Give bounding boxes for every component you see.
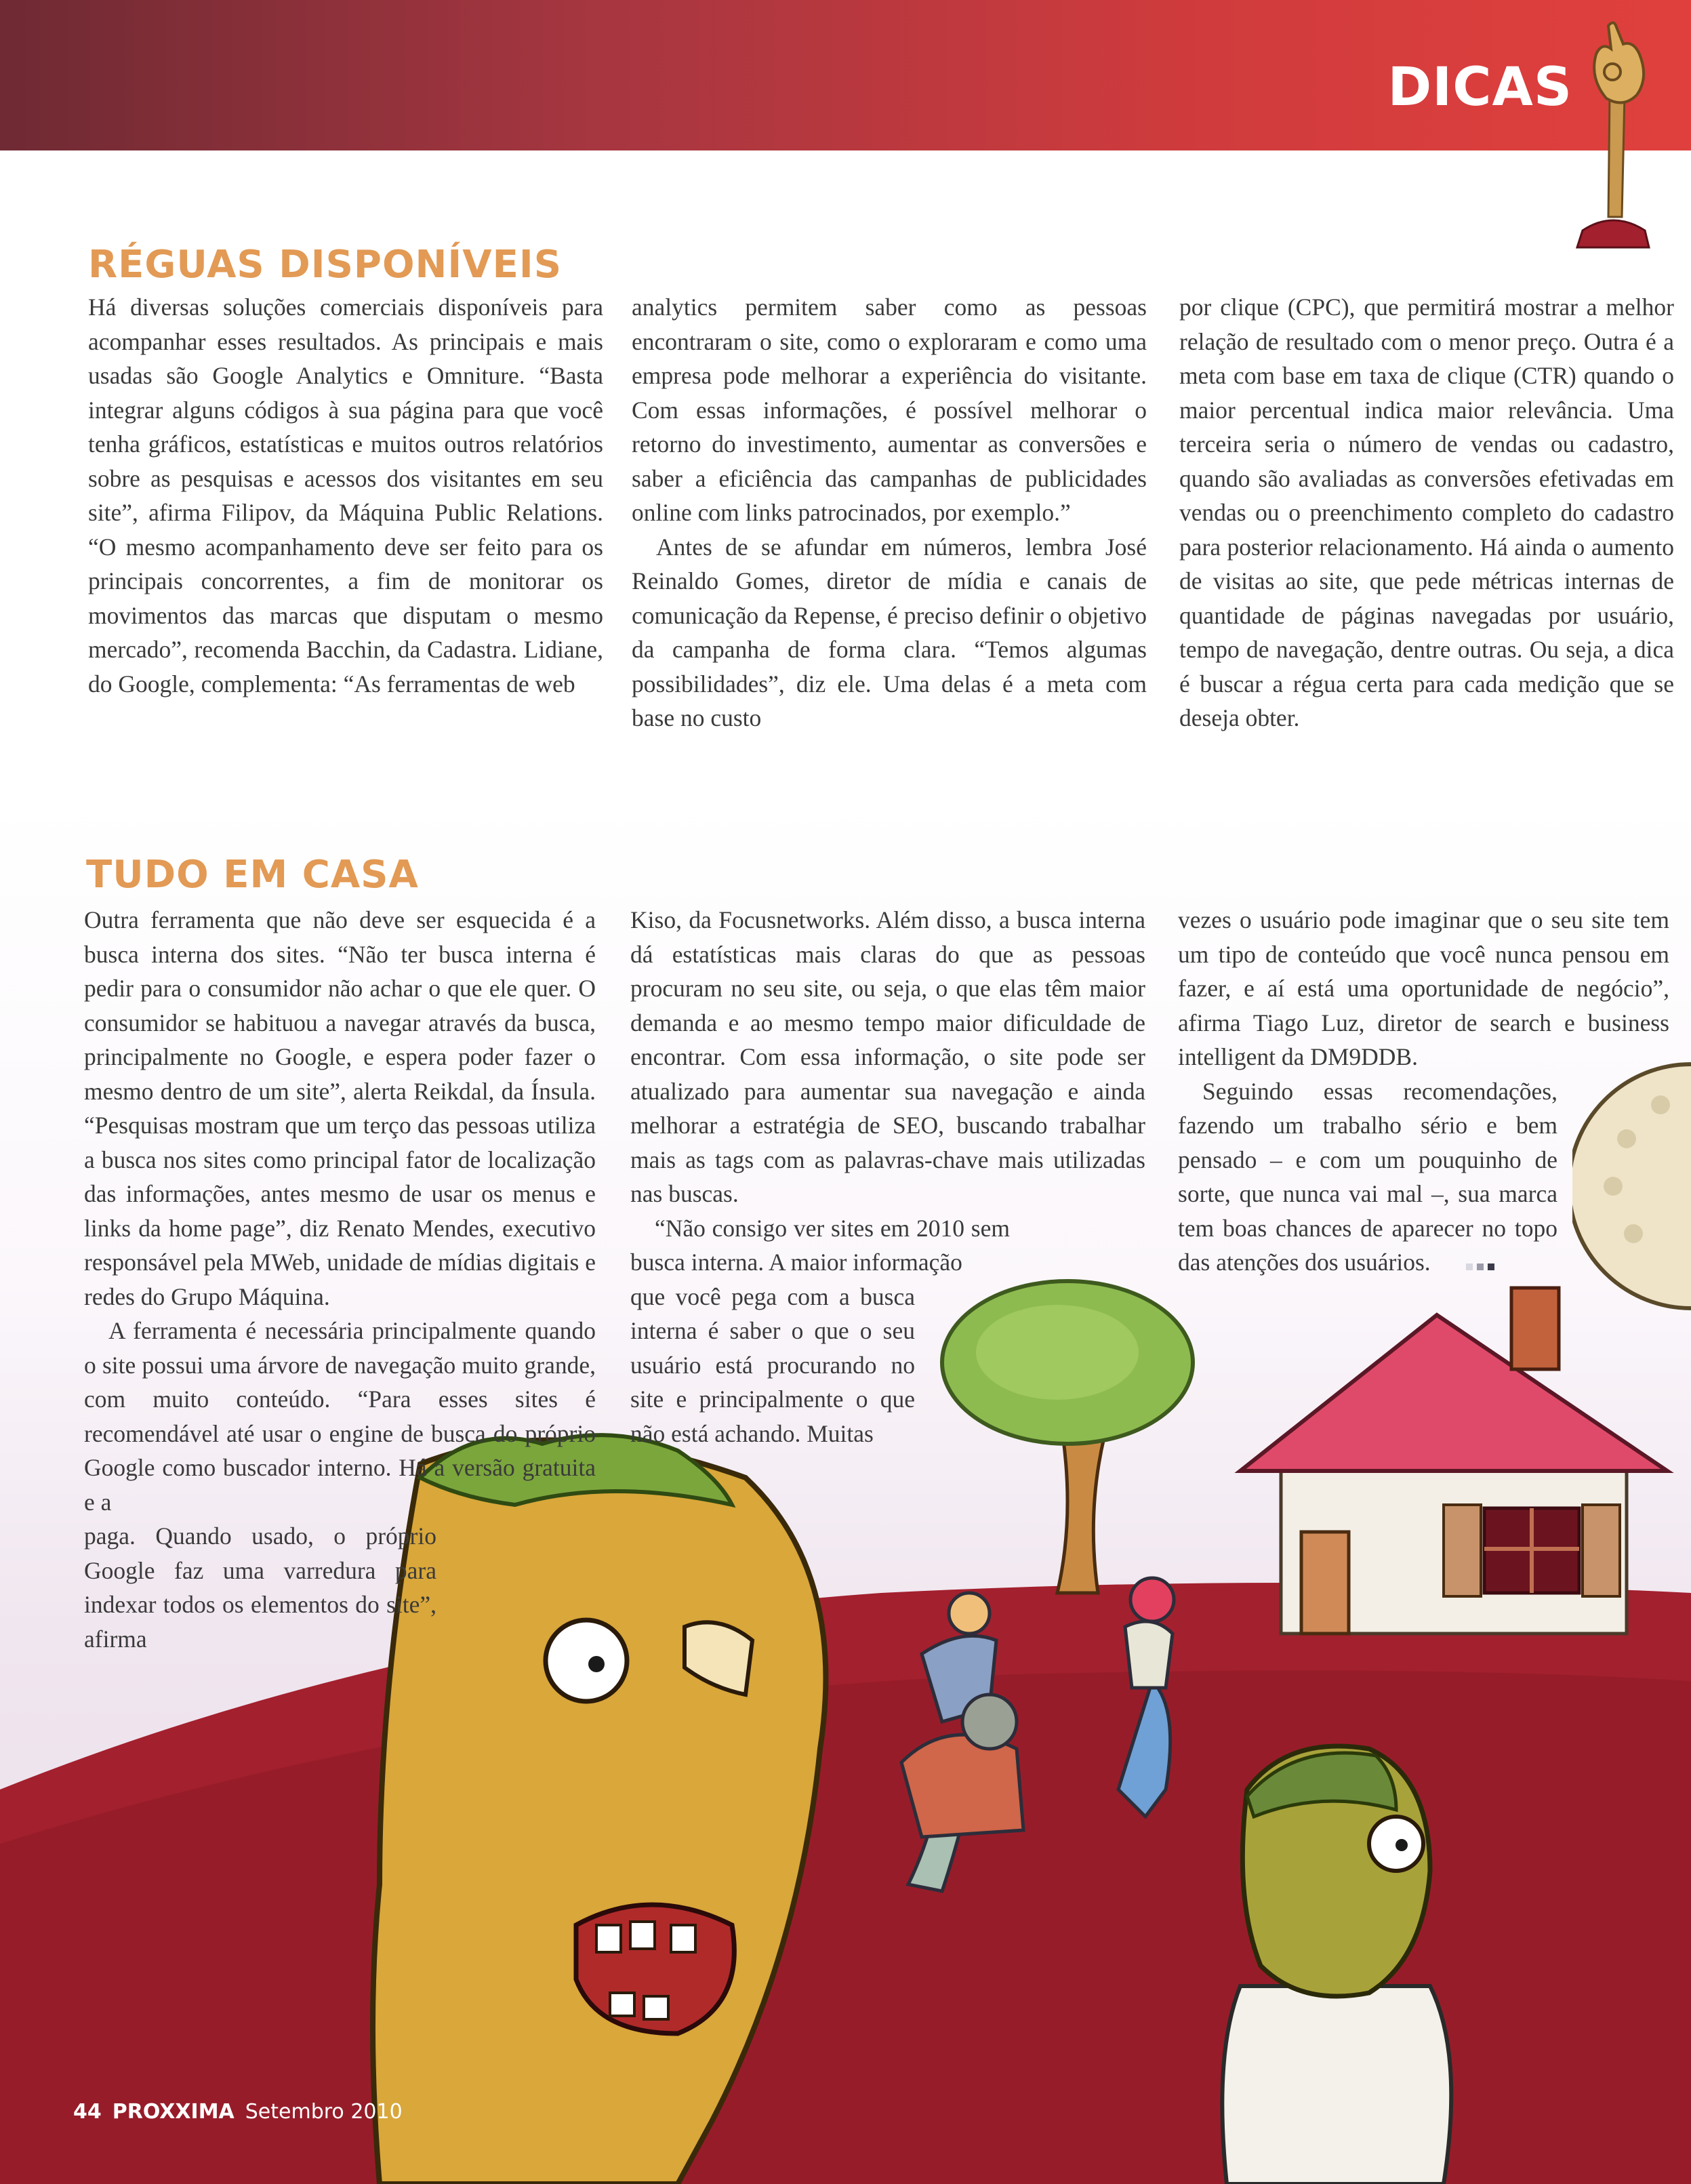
paragraph: por clique (CPC), que permitirá mostrar a melhor relação de resultado com o menor preço. Outra é a meta com base em taxa de clique (CTR) quando o maior percentual indica maior relevância. Uma terceira seria o número de vendas ou cadastro, quando são avaliadas as conversões efetivadas em vendas ou o preenchimento completo do cadastro para posterior relacionamento. Há ainda o aumento de visitas ao site, que pede métricas internas de quantidade de páginas navegadas por usuário, tempo de navegação, dentre outras. Ou seja, a dica é buscar a régua certa para cada medição que se deseja obter. [1179, 294, 1674, 731]
paragraph: A ferramenta é necessária principalmente quando o site possui uma árvore de navegação muito grande, com muito conteúdo. “Para esses sites é recomendável até usar o engine de busca do próprio Google como buscador interno. Há a versão gratuita e a [84, 1317, 596, 1516]
paragraph: paga. Quando usado, o próprio Google faz uma varredura para indexar todos os elementos do site”, afirma [84, 1522, 436, 1653]
paragraph: Há diversas soluções comerciais disponíveis para acompanhar esses resultados. As principais e mais usadas são Google Analytics e Omniture. “Basta integrar alguns códigos à sua página para que você tenha gráficos, estatísticas e muitos outros relatórios sobre as pesquisas e acessos dos visitantes em seu site”, afirma Filipov, da Máquina Public Relations. “O mesmo acompanhamento deve ser feito para os principais concorrentes, a fim de monitorar os movimentos das marcas que disputam o mesmo mercado”, recomenda Bacchin, da Cadastra. Lidiane, do Google, complementa: “As ferramentas de web [88, 294, 603, 697]
section-heading-tudo-em-casa: TUDO EM CASA [86, 853, 419, 897]
section-heading-reguas: RÉGUAS DISPONÍVEIS [88, 243, 563, 287]
magazine-name: PROXXIMA [112, 2100, 235, 2124]
text-column-4 [84, 903, 596, 1656]
text-column-1 [88, 290, 603, 701]
text-column-5 [630, 903, 1145, 1451]
paragraph: Outra ferramenta que não deve ser esquecida é a busca interna dos sites. “Não ter busca interna é pedir para o consumidor não achar o que ele quer. O consumidor se habituou a navegar através da busca, principalmente no Google, e espera poder fazer o mesmo dentro de um site”, alerta Reikdal, da Ínsula. “Pesquisas mostram que um terço das pessoas utiliza a busca nos sites como principal fator de localização das informações, antes mesmo de usar os menus e links da home page”, diz Renato Mendes, executivo responsável pela MWeb, unidade de mídias digitais e redes do Grupo Máquina. [84, 906, 596, 1310]
page-footer [73, 2100, 403, 2124]
paragraph-text: Seguindo essas recomendações, fazendo um trabalho sério e bem pensado – e com um pouquinho de sorte, que nunca vai mal –, sua marca tem boas chances de aparecer no topo das atenções dos usuários. [1178, 1077, 1557, 1276]
paragraph: Kiso, da Focusnetworks. Além disso, a busca interna dá estatísticas mais claras do que as pessoas procuram no seu site, ou seja, o que elas têm maior demanda e ao mesmo tempo maior dificuldade de encontrar. Com essa informação, o site pode ser atualizado para aumentar sua navegação e ainda melhorar a estratégia de SEO, buscando trabalhar mais as tags com as palavras-chave mais utilizadas nas buscas. [630, 906, 1145, 1207]
text-column-3 [1179, 290, 1674, 735]
text-column-2 [632, 290, 1147, 735]
paragraph [1178, 1074, 1557, 1280]
issue-date: Setembro 2010 [245, 2100, 403, 2124]
paragraph: analytics permitem saber como as pessoas encontraram o site, como o exploraram e como uma empresa pode melhorar a experiência do visitante. Com essas informações, é possível melhorar o retorno do investimento, aumentar as conversões e saber a eficiência das campanhas de publicidades online com links patrocinados, por exemplo.” [632, 294, 1147, 526]
hand-gesture-icon [1569, 14, 1657, 258]
text-column-6 [1178, 903, 1669, 1280]
paragraph: Antes de se afundar em números, lembra José Reinaldo Gomes, diretor de mídia e canais de comunicação da Repense, é preciso definir o objetivo da campanha de forma clara. “Temos algumas possibilidades”, diz ele. Uma delas é a meta com base no custo [632, 533, 1147, 731]
paragraph: vezes o usuário pode imaginar que o seu site tem um tipo de conteúdo que você nunca pensou em fazer, e aí está uma oportunidade de negócio”, afirma Tiago Luz, diretor de search e business intelligent da DM9DDB. [1178, 906, 1669, 1070]
paragraph: que você pega com a busca interna é saber o que o seu usuário está procurando no site e principalmente o que não está achando. Muitas [630, 1282, 915, 1447]
paragraph: “Não consigo ver sites em 2010 sem busca interna. A maior informação [630, 1214, 1010, 1276]
section-label: DICAS [1387, 57, 1572, 118]
page-number: 44 [73, 2100, 102, 2124]
end-of-article-icon [1438, 1245, 1494, 1280]
